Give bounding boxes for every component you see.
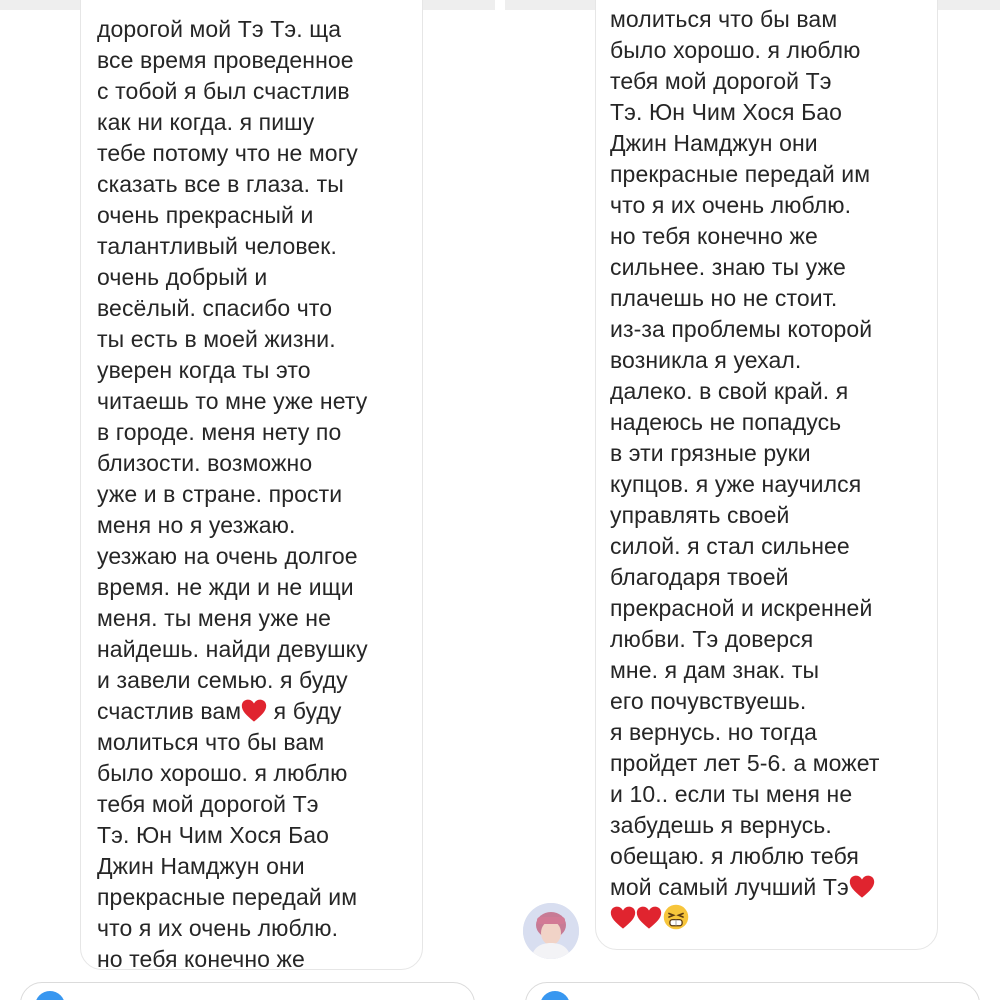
message-line: что я их очень люблю. (97, 915, 339, 941)
message-line: но тебя конечно же (610, 223, 818, 249)
message-line: найдешь. найди девушку (97, 636, 368, 662)
message-line: управлять своей (610, 502, 790, 528)
message-line: тебя мой дорогой Тэ (97, 791, 319, 817)
red-heart-icon (241, 698, 267, 724)
red-heart-icon (610, 905, 636, 931)
message-line: читаешь то мне уже нету (97, 388, 368, 414)
message-line: любви. Тэ доверся (610, 626, 814, 652)
camera-icon[interactable] (540, 991, 570, 1000)
message-line: весёлый. спасибо что (97, 295, 333, 321)
message-line: как ни когда. я пишу (97, 109, 315, 135)
message-line: уже и в стране. прости (97, 481, 343, 507)
message-line: пройдет лет 5-6. а может (610, 750, 880, 776)
camera-icon[interactable] (35, 991, 65, 1000)
message-line: тебе потому что не могу (97, 140, 358, 166)
message-line: Джин Намджун они (610, 130, 818, 156)
avatar-photo (523, 903, 579, 959)
message-line: с тобой я был счастлив (97, 78, 350, 104)
tired-face-emoji-icon (662, 903, 690, 931)
message-line: было хорошо. я люблю (97, 760, 348, 786)
message-text (610, 4, 880, 934)
message-line-text: мой самый лучший Тэ (610, 874, 849, 900)
message-line: возникла я уехал. (610, 347, 802, 373)
message-line: Тэ. Юн Чим Хося Бао (97, 822, 330, 848)
message-line: прекрасные передай им (610, 161, 871, 187)
message-line: и 10.. если ты меня не (610, 781, 853, 807)
message-line: забудешь я вернусь. (610, 812, 832, 838)
message-line-text: счастлив вам (97, 698, 242, 724)
message-line: из-за проблемы которой (610, 316, 873, 342)
message-line: купцов. я уже научился (610, 471, 862, 497)
message-line: талантливый человек. (97, 233, 337, 259)
message-line: меня но я уезжаю. (97, 512, 296, 538)
message-line: плачешь но не стоит. (610, 285, 838, 311)
message-line-text: я буду (267, 698, 342, 724)
message-line: уезжаю на очень долгое (97, 543, 358, 569)
message-line: тебя мой дорогой Тэ (610, 68, 832, 94)
message-line-with-heart (610, 872, 880, 903)
message-line: благодаря твоей (610, 564, 789, 590)
message-line-with-heart (97, 696, 368, 727)
message-line: в городе. меня нету по (97, 419, 342, 445)
message-line: прекрасной и искренней (610, 595, 873, 621)
message-line: уверен когда ты это (97, 357, 311, 383)
chat-panel-left (0, 0, 495, 1000)
message-line: было хорошо. я люблю (610, 37, 861, 63)
message-line: близости. возможно (97, 450, 313, 476)
message-line: меня. ты меня уже не (97, 605, 331, 631)
message-line: мне. я дам знак. ты (610, 657, 820, 683)
message-line: дорогой мой Тэ Тэ. ща (97, 16, 342, 42)
message-line: Тэ. Юн Чим Хося Бао (610, 99, 843, 125)
message-line: сильнее. знаю ты уже (610, 254, 846, 280)
message-line: надеюсь не попадусь (610, 409, 842, 435)
message-line: прекрасные передай им (97, 884, 358, 910)
message-line: очень добрый и (97, 264, 268, 290)
message-line: далеко. в свой край. я (610, 378, 849, 404)
message-line: в эти грязные руки (610, 440, 811, 466)
avatar[interactable] (523, 903, 579, 959)
message-composer[interactable] (525, 982, 980, 1000)
message-line: силой. я стал сильнее (610, 533, 850, 559)
message-line: очень прекрасный и (97, 202, 314, 228)
message-line: но тебя конечно же (97, 946, 305, 972)
message-line: время. не жди и не ищи (97, 574, 354, 600)
message-line: сказать все в глаза. ты (97, 171, 344, 197)
message-text (97, 14, 368, 975)
red-heart-icon (849, 874, 875, 900)
message-line: и завели семью. я буду (97, 667, 348, 693)
message-line: обещаю. я люблю тебя (610, 843, 859, 869)
message-line: все время проведенное (97, 47, 354, 73)
message-line: я вернусь. но тогда (610, 719, 818, 745)
message-line: ты есть в моей жизни. (97, 326, 336, 352)
red-heart-icon (636, 905, 662, 931)
message-line: что я их очень люблю. (610, 192, 852, 218)
message-line: молиться что бы вам (610, 6, 838, 32)
message-line: Джин Намджун они (97, 853, 305, 879)
message-composer[interactable] (20, 982, 475, 1000)
message-line: его почувствуешь. (610, 688, 807, 714)
chat-panel-right (505, 0, 1000, 1000)
message-line: молиться что бы вам (97, 729, 325, 755)
panel-divider (495, 0, 505, 1000)
emoji-line (610, 903, 880, 934)
